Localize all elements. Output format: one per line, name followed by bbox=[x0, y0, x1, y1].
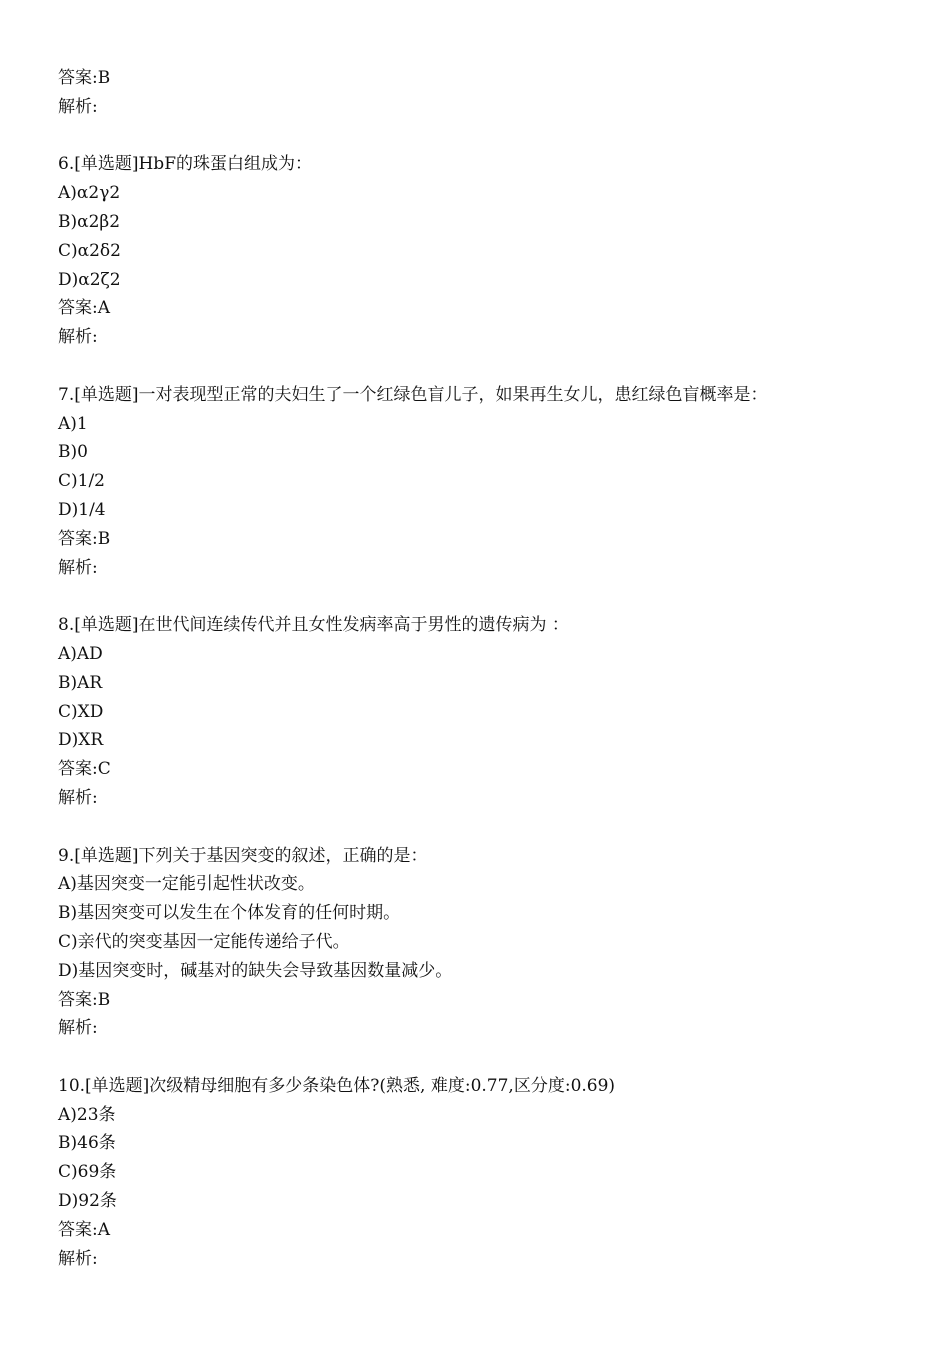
option-b: B)α2β2 bbox=[58, 211, 121, 232]
option-c: C)1/2 bbox=[58, 471, 105, 492]
option-a: A)基因突变一定能引起性状改变。 bbox=[58, 874, 315, 895]
option-a: A)α2γ2 bbox=[58, 183, 121, 204]
answer-line: 答案:B bbox=[58, 528, 111, 549]
option-d: D)92条 bbox=[58, 1191, 117, 1212]
option-a: A)AD bbox=[58, 643, 103, 664]
answer-line: 答案:C bbox=[58, 759, 111, 780]
question-stem: 10.[单选题]次级精母细胞有多少条染色体?(熟悉, 难度:0.77,区分度:0.69) bbox=[58, 1075, 616, 1096]
option-d: D)1/4 bbox=[58, 499, 106, 520]
option-c: C)亲代的突变基因一定能传递给子代。 bbox=[58, 931, 350, 952]
document-page bbox=[58, 64, 918, 1273]
option-d: D)基因突变时，碱基对的缺失会导致基因数量减少。 bbox=[58, 960, 453, 981]
question-10 bbox=[58, 1072, 918, 1274]
analysis-line: 解析: bbox=[58, 1018, 98, 1039]
option-d: D)α2ζ2 bbox=[58, 269, 121, 290]
option-b: B)46条 bbox=[58, 1133, 116, 1154]
analysis-line: 解析: bbox=[58, 96, 98, 117]
answer-line: 答案:A bbox=[58, 1219, 111, 1240]
option-a: A)1 bbox=[58, 413, 88, 434]
answer-line: 答案:A bbox=[58, 298, 111, 319]
option-c: C)α2δ2 bbox=[58, 240, 121, 261]
option-b: B)AR bbox=[58, 672, 103, 693]
previous-question-tail bbox=[58, 64, 918, 122]
spacer bbox=[58, 582, 918, 611]
option-b: B)基因突变可以发生在个体发育的任何时期。 bbox=[58, 903, 401, 924]
spacer bbox=[58, 813, 918, 842]
question-8 bbox=[58, 611, 918, 813]
question-6 bbox=[58, 150, 918, 352]
spacer bbox=[58, 352, 918, 381]
spacer bbox=[58, 1043, 918, 1072]
question-stem: 9.[单选题]下列关于基因突变的叙述，正确的是： bbox=[58, 845, 428, 866]
option-d: D)XR bbox=[58, 730, 104, 751]
option-a: A)23条 bbox=[58, 1104, 116, 1125]
analysis-line: 解析: bbox=[58, 327, 98, 348]
answer-line: 答案:B bbox=[58, 68, 111, 88]
question-7 bbox=[58, 381, 918, 583]
answer-line: 答案:B bbox=[58, 989, 111, 1010]
option-c: C)69条 bbox=[58, 1162, 117, 1183]
question-stem: 7.[单选题]一对表现型正常的夫妇生了一个红绿色盲儿子，如果再生女儿，患红绿色盲概率是： bbox=[58, 384, 768, 405]
analysis-line: 解析: bbox=[58, 1248, 98, 1269]
option-b: B)0 bbox=[58, 442, 88, 463]
option-c: C)XD bbox=[58, 701, 104, 722]
question-9 bbox=[58, 842, 918, 1044]
question-stem: 8.[单选题]在世代间连续传代并且女性发病率高于男性的遗传病为 ： bbox=[58, 615, 569, 636]
spacer bbox=[58, 122, 918, 151]
question-stem: 6.[单选题]HbF的珠蛋白组成为： bbox=[58, 154, 312, 175]
analysis-line: 解析: bbox=[58, 557, 98, 578]
analysis-line: 解析: bbox=[58, 787, 98, 808]
